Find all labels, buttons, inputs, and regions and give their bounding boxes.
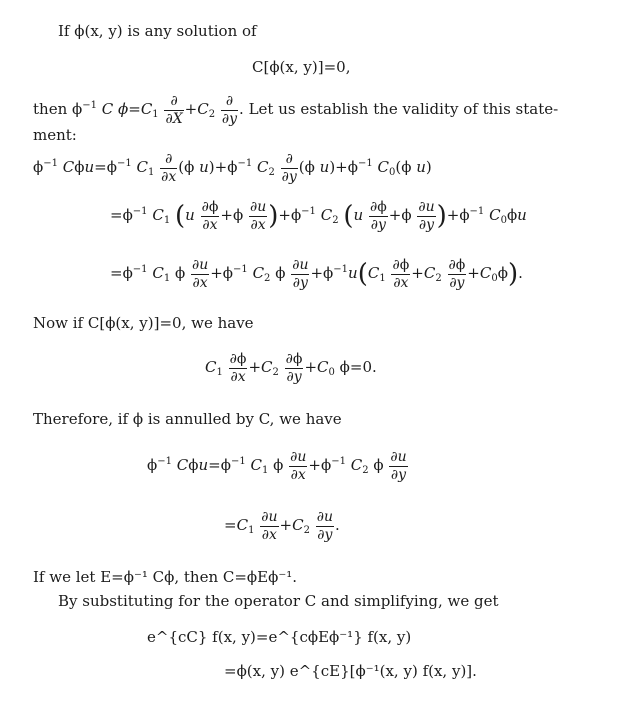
then-prefix: then ϕ bbox=[33, 100, 83, 119]
paragraph-if-we-let: If we let E=ϕ⁻¹ Cϕ, then C=ϕEϕ⁻¹. bbox=[33, 568, 298, 586]
equation-7: $=C_1$ $\frac{\partial u}{\partial x}$ $+C_2$ $\frac{\partial u}{\partial y}$ . bbox=[224, 509, 340, 543]
then-suffix: . Let us establish the validity of this state- bbox=[239, 100, 559, 119]
paragraph-line-3: ment: bbox=[33, 126, 77, 144]
paragraph-by-substituting: By substituting for the operator C and simplifying, we get bbox=[58, 592, 499, 610]
equation-4: $=\phi^{-1}$ $C_1$ ϕ $\frac{\partial u}{\partial x}$ $+\phi^{-1}$ $C_2$ ϕ $\frac{\partial u}{\partial y}$ $+\phi^{-1}u(C_1$ $\frac{\partial\phi}{\partial x}$ $+C_2$ $\frac{\partial\phi}{\partial y}$ $+C_0\phi$). bbox=[110, 257, 523, 291]
equation-5: $C_1$ $\frac{\partial\phi}{\partial x}$ $+C_2$ $\frac{\partial\phi}{\partial y}$ $+C_0$ ϕ=0. bbox=[205, 351, 377, 385]
paragraph-line-2: then $\phi^{-1}$ C $\phi=C_1$ $\frac{\partial}{\partial X}$ $+C_2$ $\frac{\partial}{\partial y}$ . Let us establish the validity of this state- bbox=[33, 93, 559, 127]
equation-1: C[ϕ(x, y)]=0, bbox=[252, 58, 351, 76]
equation-9: =ϕ(x, y) e^{cE}[ϕ⁻¹(x, y) f(x, y)]. bbox=[224, 662, 477, 680]
paragraph-now-if: Now if C[ϕ(x, y)]=0, we have bbox=[33, 314, 254, 332]
paragraph-line-1: If ϕ(x, y) is any solution of bbox=[58, 22, 257, 40]
paragraph-therefore: Therefore, if ϕ is annulled by C, we have bbox=[33, 410, 342, 428]
equation-8: e^{cC} f(x, y)=e^{cϕEϕ⁻¹} f(x, y) bbox=[147, 628, 412, 646]
equation-2: $\phi^{-1}$ $C\phi u=\phi^{-1}$ $C_1$ $\frac{\partial}{\partial x}$ (ϕ $u)+\phi^{-1}$ $C_2$ $\frac{\partial}{\partial y}$ (ϕ $u)+\phi^{-1}$ $C_0(\phi$ u) bbox=[33, 151, 432, 185]
equation-3: $=\phi^{-1}$ $C_1$ (u $\frac{\partial\phi}{\partial x}$ +ϕ $\frac{\partial u}{\partial x}$ )$+\phi^{-1}$ $C_2$ (u $\frac{\partial\phi}{\partial y}$ +ϕ $\frac{\partial u}{\partial y}$ )$+\phi^{-1}$ $C_0\phi u$ bbox=[110, 199, 527, 233]
equation-6: $\phi^{-1}$ $C\phi u=\phi^{-1}$ $C_1$ ϕ $\frac{\partial u}{\partial x}$ $+\phi^{-1}$ $C_2$ ϕ $\frac{\partial u}{\partial y}$ bbox=[147, 449, 407, 483]
